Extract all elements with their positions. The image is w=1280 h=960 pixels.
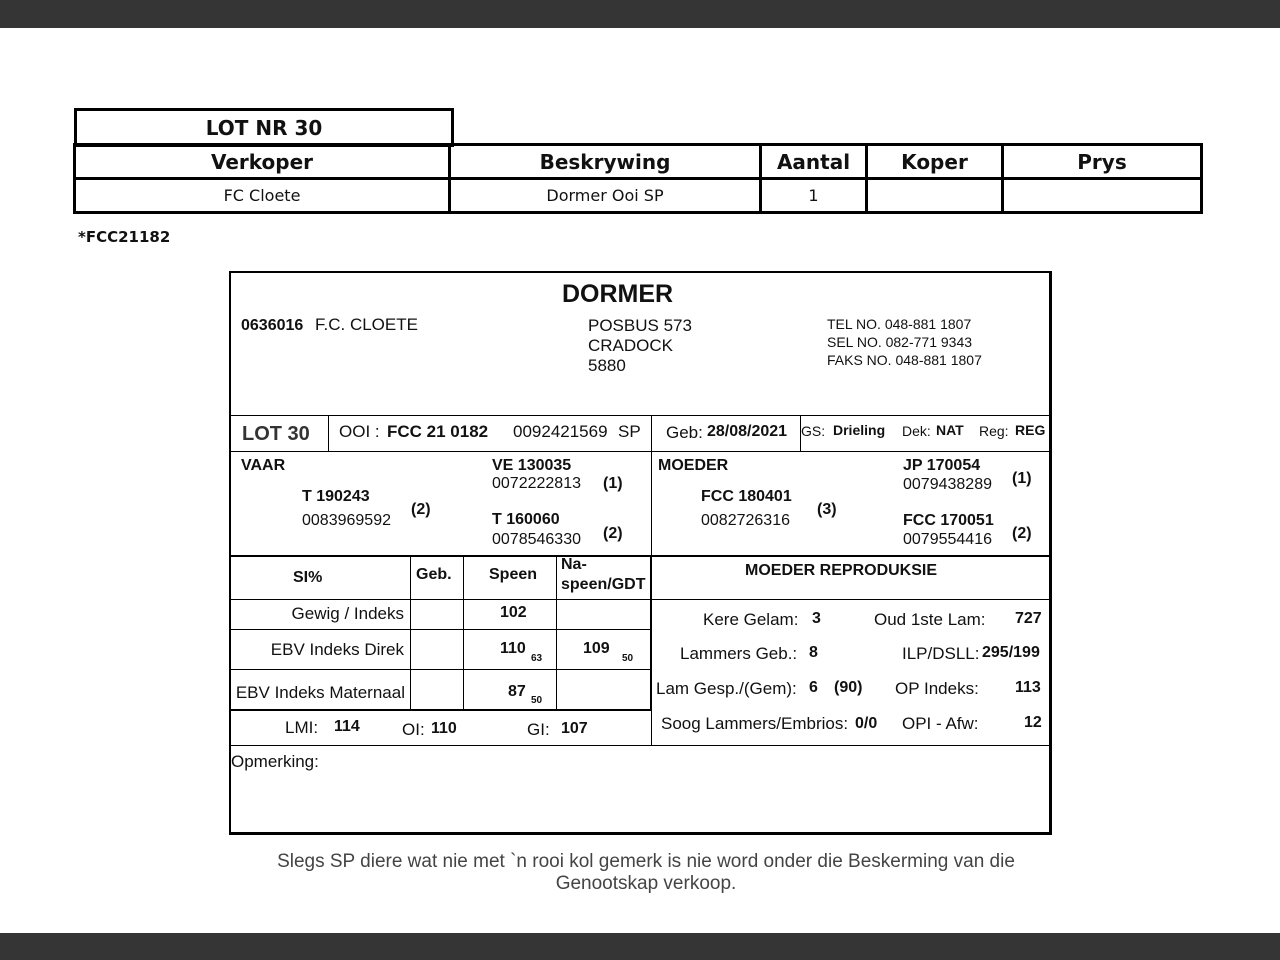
contact-line: TEL NO. 048-881 1807 xyxy=(827,316,972,332)
dek-label: Dek: xyxy=(902,423,931,439)
cell-prys xyxy=(1003,179,1202,213)
cell-aantal: 1 xyxy=(761,179,867,213)
vaar-id: T 190243 xyxy=(302,488,370,505)
divider xyxy=(231,599,1049,600)
kere-label: Kere Gelam: xyxy=(703,610,799,629)
geb-date: 28/08/2021 xyxy=(707,423,788,440)
oi-value: 110 xyxy=(431,720,457,737)
kere-value: 3 xyxy=(812,610,821,627)
lot-number-header: LOT NR 30 xyxy=(74,108,454,147)
lamgesp-value: 6 xyxy=(809,679,818,696)
moeder-reg: 0082726316 xyxy=(701,512,790,529)
gi-value: 107 xyxy=(561,720,588,737)
divider xyxy=(650,556,652,709)
header-beskrywing: Beskrywing xyxy=(450,145,761,179)
op-value: 113 xyxy=(1015,679,1041,696)
bottom-bar xyxy=(0,933,1280,960)
ebv-direk-speen: 110 xyxy=(500,640,526,657)
sire-dam-reg: 0078546330 xyxy=(492,531,581,548)
divider xyxy=(231,669,651,670)
sire-sire-grade: (1) xyxy=(603,475,623,492)
footer-note xyxy=(229,851,1063,895)
repro-title: MOEDER REPRODUKSIE xyxy=(745,562,938,579)
ooi-id: FCC 21 0182 xyxy=(387,422,489,441)
oi-label: OI: xyxy=(402,720,425,739)
dam-sire-reg: 0079438289 xyxy=(903,476,992,493)
ebv-direk-speen-acc: 63 xyxy=(531,653,543,664)
gs-label: GS: xyxy=(801,423,826,439)
opi-label: OPI - Afw: xyxy=(902,714,979,733)
sire-sire-reg: 0072222813 xyxy=(492,475,581,492)
dam-dam-id: FCC 170051 xyxy=(903,512,994,529)
header-koper: Koper xyxy=(867,145,1003,179)
soog-label: Soog Lammers/Embrios: xyxy=(661,714,849,733)
breeder-number: 0636016 xyxy=(241,317,304,334)
sale-table-header-row xyxy=(75,145,1202,179)
col-geb: Geb. xyxy=(416,566,452,583)
divider xyxy=(231,629,651,630)
lmi-value: 114 xyxy=(334,718,360,735)
vaar-label: VAAR xyxy=(241,457,286,474)
contact-line: FAKS NO. 048-881 1807 xyxy=(827,352,982,368)
soog-value: 0/0 xyxy=(855,715,878,732)
ebv-direk-naspeen: 109 xyxy=(583,640,610,657)
opi-value: 12 xyxy=(1024,714,1042,731)
col-naspeen: Na- xyxy=(561,556,587,573)
cell-beskrywing: Dormer Ooi SP xyxy=(450,179,761,213)
ilp-value: 295/199 xyxy=(982,644,1040,661)
lmi-label: LMI: xyxy=(285,718,319,737)
cert-lot: LOT 30 xyxy=(242,423,310,445)
dek-value: NAT xyxy=(936,422,964,438)
ooi-label: OOI : xyxy=(339,422,380,441)
dam-dam-reg: 0079554416 xyxy=(903,531,992,548)
tag-id: *FCC21182 xyxy=(78,228,171,246)
reg-label: Reg: xyxy=(979,423,1009,439)
oud-value: 727 xyxy=(1015,610,1042,627)
footer-line-1: Slegs SP diere wat nie met `n rooi kol gemerk is nie word onder die Beskerming van die xyxy=(277,851,1015,872)
divider xyxy=(556,556,557,709)
col-speen: Speen xyxy=(489,566,538,583)
divider xyxy=(231,709,651,711)
vaar-grade: (2) xyxy=(411,501,431,518)
header-verkoper: Verkoper xyxy=(75,145,450,179)
divider xyxy=(231,415,1049,416)
cell-koper xyxy=(867,179,1003,213)
moeder-label: MOEDER xyxy=(658,457,729,474)
gs-value: Drieling xyxy=(833,422,886,438)
moeder-id: FCC 180401 xyxy=(701,488,792,505)
address-line: CRADOCK xyxy=(588,336,674,355)
address-line: POSBUS 573 xyxy=(588,316,692,335)
gewig-speen: 102 xyxy=(500,604,527,621)
sire-dam-id: T 160060 xyxy=(492,511,560,528)
lamgesp-label: Lam Gesp./(Gem): xyxy=(656,679,797,698)
lammers-value: 8 xyxy=(809,644,818,661)
row-ebv-maternaal: EBV Indeks Maternaal xyxy=(235,683,405,702)
address-line: 5880 xyxy=(588,356,626,375)
contact-line: SEL NO. 082-771 9343 xyxy=(827,334,973,350)
header-prys: Prys xyxy=(1003,145,1202,179)
dam-sire-grade: (1) xyxy=(1012,470,1032,487)
top-bar xyxy=(0,0,1280,28)
divider xyxy=(410,556,411,709)
vaar-reg: 0083969592 xyxy=(302,512,391,529)
footer-line-2: Genootskap verkoop. xyxy=(555,873,737,894)
breeder-name: F.C. CLOETE xyxy=(315,315,418,334)
ooi-reg: 0092421569 xyxy=(513,422,608,441)
breed-title: DORMER xyxy=(562,280,674,308)
cell-verkoper: FC Cloete xyxy=(75,179,450,213)
sale-table xyxy=(73,143,1203,214)
ilp-label: ILP/DSLL: xyxy=(902,644,980,663)
sire-sire-id: VE 130035 xyxy=(492,457,572,474)
ooi-sp: SP xyxy=(618,422,641,441)
oud-label: Oud 1ste Lam: xyxy=(874,610,986,629)
ebv-mat-speen-acc: 50 xyxy=(531,695,543,706)
si-label: SI% xyxy=(293,569,323,586)
lammers-label: Lammers Geb.: xyxy=(680,644,798,663)
header-aantal: Aantal xyxy=(761,145,867,179)
divider xyxy=(231,555,1049,557)
sire-dam-grade: (2) xyxy=(603,525,623,542)
reg-value: REG xyxy=(1015,422,1046,438)
divider xyxy=(328,415,329,451)
divider xyxy=(231,451,1049,452)
row-gewig: Gewig / Indeks xyxy=(291,604,404,623)
divider xyxy=(463,556,464,709)
op-label: OP Indeks: xyxy=(895,679,979,698)
opmerking-label: Opmerking: xyxy=(231,752,319,771)
ebv-direk-naspeen-acc: 50 xyxy=(622,653,634,664)
divider xyxy=(231,745,1049,746)
lamgesp-avg: (90) xyxy=(834,679,863,696)
dam-sire-id: JP 170054 xyxy=(903,457,981,474)
table-row xyxy=(75,179,1202,213)
moeder-grade: (3) xyxy=(817,501,837,518)
col-naspeen-2: speen/GDT xyxy=(561,576,646,593)
gi-label: GI: xyxy=(527,720,550,739)
row-ebv-direk: EBV Indeks Direk xyxy=(270,640,404,659)
certificate xyxy=(229,271,1052,835)
dam-dam-grade: (2) xyxy=(1012,525,1032,542)
ebv-mat-speen: 87 xyxy=(508,683,526,700)
geb-label: Geb: xyxy=(666,423,703,442)
